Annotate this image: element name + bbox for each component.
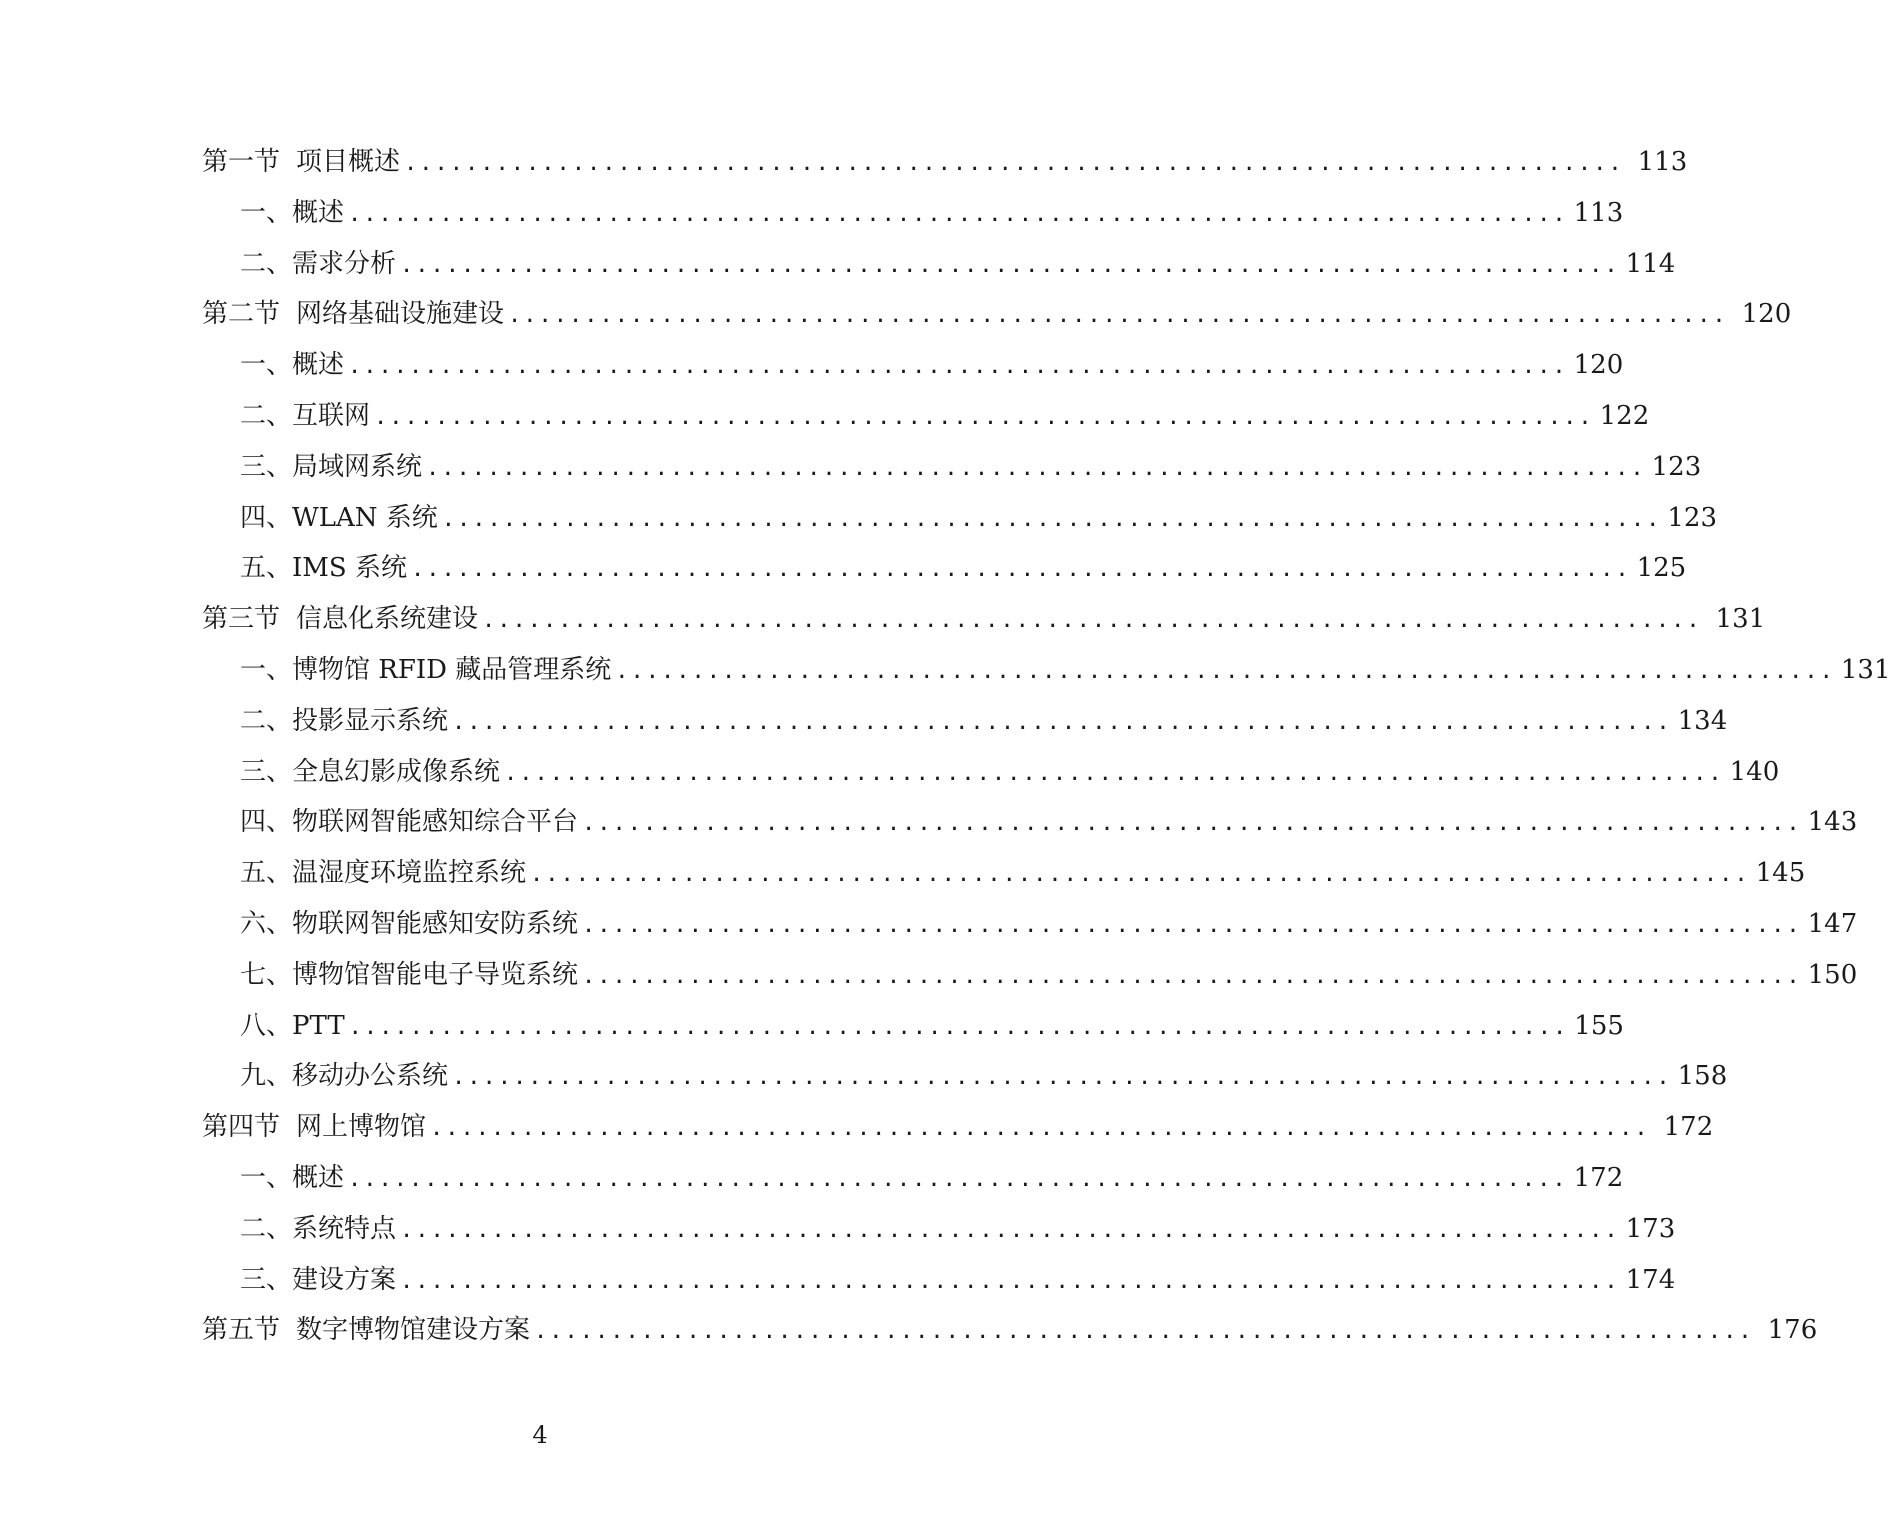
toc-entry-text: 三、全息幻影成像系统 [240, 756, 501, 787]
toc-subsection-entry[interactable] [240, 1158, 1624, 1198]
toc-entry-title [240, 1056, 448, 1096]
toc-subsection-entry[interactable] [240, 498, 1718, 538]
toc-entry-title [240, 1260, 396, 1300]
toc-section-number: 第三节 [202, 604, 281, 635]
toc-subsection-entry[interactable] [240, 955, 1858, 995]
toc-entry-title [240, 1209, 396, 1249]
toc-section-entry[interactable] [202, 294, 1792, 334]
toc-entry-title [240, 1006, 345, 1046]
toc-subsection-entry[interactable] [240, 853, 1806, 893]
toc-page-number: 120 [1741, 299, 1792, 330]
toc-entry-text: 二、需求分析 [240, 248, 397, 279]
toc-page-number: 158 [1677, 1061, 1728, 1092]
toc-subsection-entry[interactable] [240, 1056, 1728, 1096]
toc-page-number: 131 [1840, 655, 1891, 685]
toc-subsection-entry[interactable] [240, 650, 1891, 690]
toc-page-number: 120 [1573, 350, 1624, 381]
toc-dot-leader: ................................................................................ [404, 151, 1624, 176]
toc-entry-title [240, 447, 422, 487]
toc-entry-title [240, 650, 611, 690]
toc-dot-leader: ................................................................................ [615, 659, 1835, 684]
toc-entry-title [240, 701, 448, 741]
toc-section-entry[interactable] [202, 142, 1688, 182]
toc-section-entry[interactable] [202, 599, 1766, 639]
toc-entry-text: 四、WLAN 系统 [240, 502, 438, 533]
toc-entry-title [240, 1158, 344, 1198]
toc-entry-title [240, 752, 500, 792]
toc-entry-text: 二、投影显示系统 [240, 705, 449, 736]
toc-subsection-entry[interactable] [240, 1006, 1624, 1046]
toc-entry-text: 一、概述 [240, 1163, 345, 1193]
toc-section-entry[interactable] [202, 1310, 1818, 1350]
page-number: 4 [532, 1421, 548, 1449]
toc-entry-text: 二、互联网 [240, 401, 371, 431]
toc-entry-title [202, 142, 400, 182]
toc-entry-title [240, 904, 578, 944]
toc-dot-leader: ................................................................................ [400, 252, 1620, 278]
toc-dot-leader: ................................................................................ [582, 913, 1802, 938]
toc-dot-leader: ................................................................................ [400, 1268, 1620, 1294]
toc-entry-text: 五、温湿度环境监控系统 [240, 858, 527, 889]
toc-page-number: 134 [1677, 705, 1728, 736]
toc-entry-text: 三、建设方案 [240, 1264, 397, 1295]
toc-entry-text: 一、概述 [240, 350, 345, 381]
toc-page-number: 122 [1599, 401, 1650, 431]
toc-entry-text: 四、物联网智能感知综合平台 [240, 807, 579, 838]
toc-dot-leader: ................................................................................ [400, 1217, 1620, 1243]
toc-section-number: 第一节 [202, 147, 281, 177]
toc-entry-text: 六、物联网智能感知安防系统 [240, 909, 579, 939]
toc-subsection-entry[interactable] [240, 548, 1687, 588]
toc-entry-text: 八、PTT [240, 1010, 345, 1041]
toc-entry-title [240, 193, 344, 233]
toc-section-entry[interactable] [202, 1107, 1714, 1147]
toc-dot-leader: ................................................................................ [582, 963, 1802, 989]
toc-entry-title [240, 802, 578, 842]
toc-subsection-entry[interactable] [240, 193, 1624, 233]
toc-page-number: 150 [1807, 959, 1858, 990]
toc-entry-text: 一、概述 [240, 197, 345, 228]
toc-entry-text: 网络基础设施建设 [296, 299, 505, 330]
toc-dot-leader: ................................................................................ [452, 1065, 1672, 1091]
toc-dot-leader: ................................................................................ [348, 201, 1568, 227]
toc-entry-title [202, 599, 478, 639]
toc-entry-text: 信息化系统建设 [296, 604, 479, 635]
toc-dot-leader: ................................................................................ [482, 608, 1702, 634]
toc-entry-text: 一、博物馆 RFID 藏品管理系统 [240, 655, 612, 685]
toc-entry-text: 七、博物馆智能电子导览系统 [240, 959, 579, 990]
toc-entry-title [240, 396, 370, 436]
toc-entry-title [202, 294, 504, 334]
toc-page-number: 176 [1767, 1315, 1818, 1346]
toc-subsection-entry[interactable] [240, 802, 1858, 842]
toc-page-number: 131 [1715, 604, 1766, 635]
toc-page-number: 123 [1667, 502, 1718, 533]
toc-dot-leader: ................................................................................ [374, 405, 1594, 430]
toc-page-number: 143 [1807, 807, 1858, 838]
toc-section-number: 第四节 [202, 1112, 281, 1143]
toc-entry-text: 网上博物馆 [296, 1112, 427, 1143]
toc-subsection-entry[interactable] [240, 752, 1780, 792]
toc-entry-title [202, 1310, 530, 1350]
toc-page-number: 155 [1574, 1010, 1624, 1041]
toc-entry-text: 项目概述 [296, 147, 401, 177]
toc-page-number: 145 [1755, 858, 1806, 889]
toc-dot-leader: ................................................................................ [410, 557, 1631, 583]
toc-page-number: 173 [1625, 1213, 1676, 1244]
toc-page-number: 147 [1807, 909, 1858, 939]
toc-dot-leader: ................................................................................ [508, 303, 1728, 329]
toc-dot-leader: ................................................................................ [426, 455, 1646, 481]
toc-entry-title [240, 955, 578, 995]
toc-dot-leader: ................................................................................ [348, 1014, 1569, 1040]
toc-subsection-entry[interactable] [240, 1209, 1676, 1249]
toc-entry-title [202, 1107, 426, 1147]
toc-page-number: 140 [1729, 756, 1780, 787]
toc-entry-text: 数字博物馆建设方案 [296, 1315, 531, 1346]
toc-subsection-entry[interactable] [240, 904, 1858, 944]
toc-page-number: 125 [1636, 553, 1687, 584]
toc-page-number: 113 [1573, 197, 1624, 228]
toc-page-number: 172 [1663, 1112, 1714, 1143]
toc-subsection-entry[interactable] [240, 701, 1728, 741]
toc-entry-title [240, 548, 407, 588]
toc-subsection-entry[interactable] [240, 447, 1702, 487]
toc-entry-text: 五、IMS 系统 [240, 553, 407, 584]
toc-dot-leader: ................................................................................ [348, 354, 1568, 380]
toc-subsection-entry[interactable] [240, 1260, 1676, 1300]
toc-subsection-entry[interactable] [240, 396, 1650, 436]
toc-entry-title [240, 498, 438, 538]
toc-page-number: 172 [1573, 1163, 1624, 1193]
toc-dot-leader: ................................................................................ [348, 1167, 1568, 1192]
toc-subsection-entry[interactable] [240, 244, 1676, 284]
toc-dot-leader: ................................................................................ [452, 709, 1672, 735]
toc-page-number: 113 [1637, 147, 1688, 177]
toc-page-number: 123 [1651, 451, 1702, 482]
toc-section-number: 第五节 [202, 1315, 281, 1346]
toc-entry-text: 九、移动办公系统 [240, 1061, 449, 1092]
toc-dot-leader: ................................................................................ [582, 811, 1802, 837]
toc-entry-text: 二、系统特点 [240, 1213, 397, 1244]
toc-page-number: 114 [1625, 248, 1676, 279]
toc-dot-leader: ................................................................................ [530, 862, 1750, 888]
toc-entry-text: 三、局域网系统 [240, 451, 423, 482]
toc-entry-title [240, 345, 344, 385]
toc-subsection-entry[interactable] [240, 345, 1624, 385]
toc-entry-title [240, 244, 396, 284]
toc-entry-title [240, 853, 526, 893]
toc-dot-leader: ................................................................................ [441, 506, 1662, 532]
toc-page-number: 174 [1625, 1264, 1676, 1295]
toc-dot-leader: ................................................................................ [430, 1116, 1650, 1142]
toc-section-number: 第二节 [202, 299, 281, 330]
toc-dot-leader: ................................................................................ [534, 1319, 1754, 1345]
toc-dot-leader: ................................................................................ [504, 760, 1724, 786]
